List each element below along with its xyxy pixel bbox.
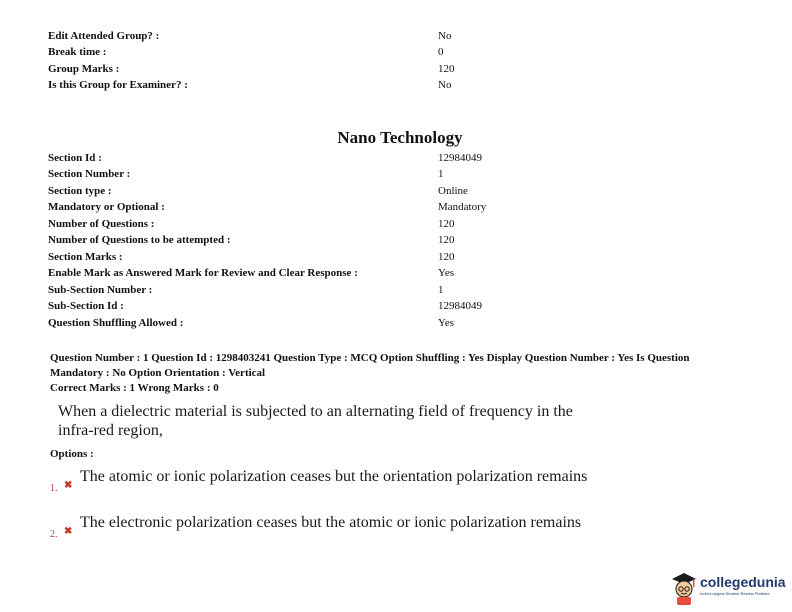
option-text: The atomic or ionic polarization ceases but the orientation polarization remains — [80, 468, 588, 485]
setting-label: Edit Attended Group? : — [48, 30, 160, 42]
section-field-row — [0, 218, 792, 234]
field-label: Section type : — [48, 185, 112, 197]
question-marks: Correct Marks : 1 Wrong Marks : 0 — [50, 382, 219, 394]
section-field-row — [0, 201, 792, 217]
option-text: The electronic polarization ceases but the atomic or ionic polarization remains — [80, 514, 582, 531]
logo-name: collegedunia — [700, 574, 786, 590]
section-field-row — [0, 185, 792, 201]
question-text-line: infra-red region, — [58, 422, 163, 439]
group-setting-row — [0, 79, 792, 95]
collegedunia-logo — [670, 568, 790, 608]
setting-label: Is this Group for Examiner? : — [48, 79, 188, 91]
setting-value: No — [438, 79, 452, 91]
setting-value: No — [438, 30, 452, 42]
group-setting-row — [0, 63, 792, 79]
field-value: 1 — [438, 168, 444, 180]
section-field-row — [0, 300, 792, 316]
field-value: 12984049 — [438, 300, 482, 312]
wrong-mark-icon: ✖ — [64, 480, 73, 491]
section-title: Nano Technology — [337, 128, 463, 147]
section-field-row — [0, 267, 792, 283]
field-label: Sub-Section Number : — [48, 284, 153, 296]
field-label: Section Marks : — [48, 251, 123, 263]
group-setting-row — [0, 30, 792, 46]
field-value: Yes — [438, 267, 455, 279]
question-meta — [50, 351, 770, 396]
setting-value: 120 — [438, 63, 455, 75]
section-field-row — [0, 168, 792, 184]
field-value: Online — [438, 185, 468, 197]
field-value: 1 — [438, 284, 444, 296]
option-number: 2. — [50, 529, 58, 540]
field-label: Mandatory or Optional : — [48, 201, 165, 213]
option-number: 1. — [50, 483, 58, 494]
question-text-line: When a dielectric material is subjected to an alternating field of frequency in the — [58, 403, 573, 420]
group-setting-row — [0, 46, 792, 62]
options-label: Options : — [50, 448, 94, 460]
field-value: Mandatory — [438, 201, 487, 213]
field-label: Number of Questions to be attempted : — [48, 234, 231, 246]
wrong-mark-icon: ✖ — [64, 526, 73, 537]
field-value: 120 — [438, 218, 455, 230]
section-field-row — [0, 234, 792, 250]
logo-tagline: India's largest Student Review Platform — [700, 591, 770, 596]
setting-label: Break time : — [48, 46, 107, 58]
field-label: Number of Questions : — [48, 218, 155, 230]
field-label: Sub-Section Id : — [48, 300, 124, 312]
field-label: Enable Mark as Answered Mark for Review and Clear Response : — [48, 267, 358, 279]
question-text — [58, 402, 658, 440]
section-field-row — [0, 152, 792, 168]
section-field-row — [0, 317, 792, 333]
setting-value: 0 — [438, 46, 444, 58]
section-field-row — [0, 251, 792, 267]
question-meta-line: Mandatory : No Option Orientation : Vertical — [50, 367, 266, 379]
field-label: Section Id : — [48, 152, 102, 164]
field-value: 12984049 — [438, 152, 482, 164]
field-value: 120 — [438, 234, 455, 246]
section-field-row — [0, 284, 792, 300]
question-meta-line: Question Number : 1 Question Id : 1298403241 Question Type : MCQ Option Shuffling : Yes Display Question Number : Yes Is Question — [50, 352, 690, 364]
setting-label: Group Marks : — [48, 63, 120, 75]
field-label: Section Number : — [48, 168, 131, 180]
graduate-mascot-icon — [670, 570, 698, 606]
field-value: 120 — [438, 251, 455, 263]
field-value: Yes — [438, 317, 455, 329]
field-label: Question Shuffling Allowed : — [48, 317, 184, 329]
